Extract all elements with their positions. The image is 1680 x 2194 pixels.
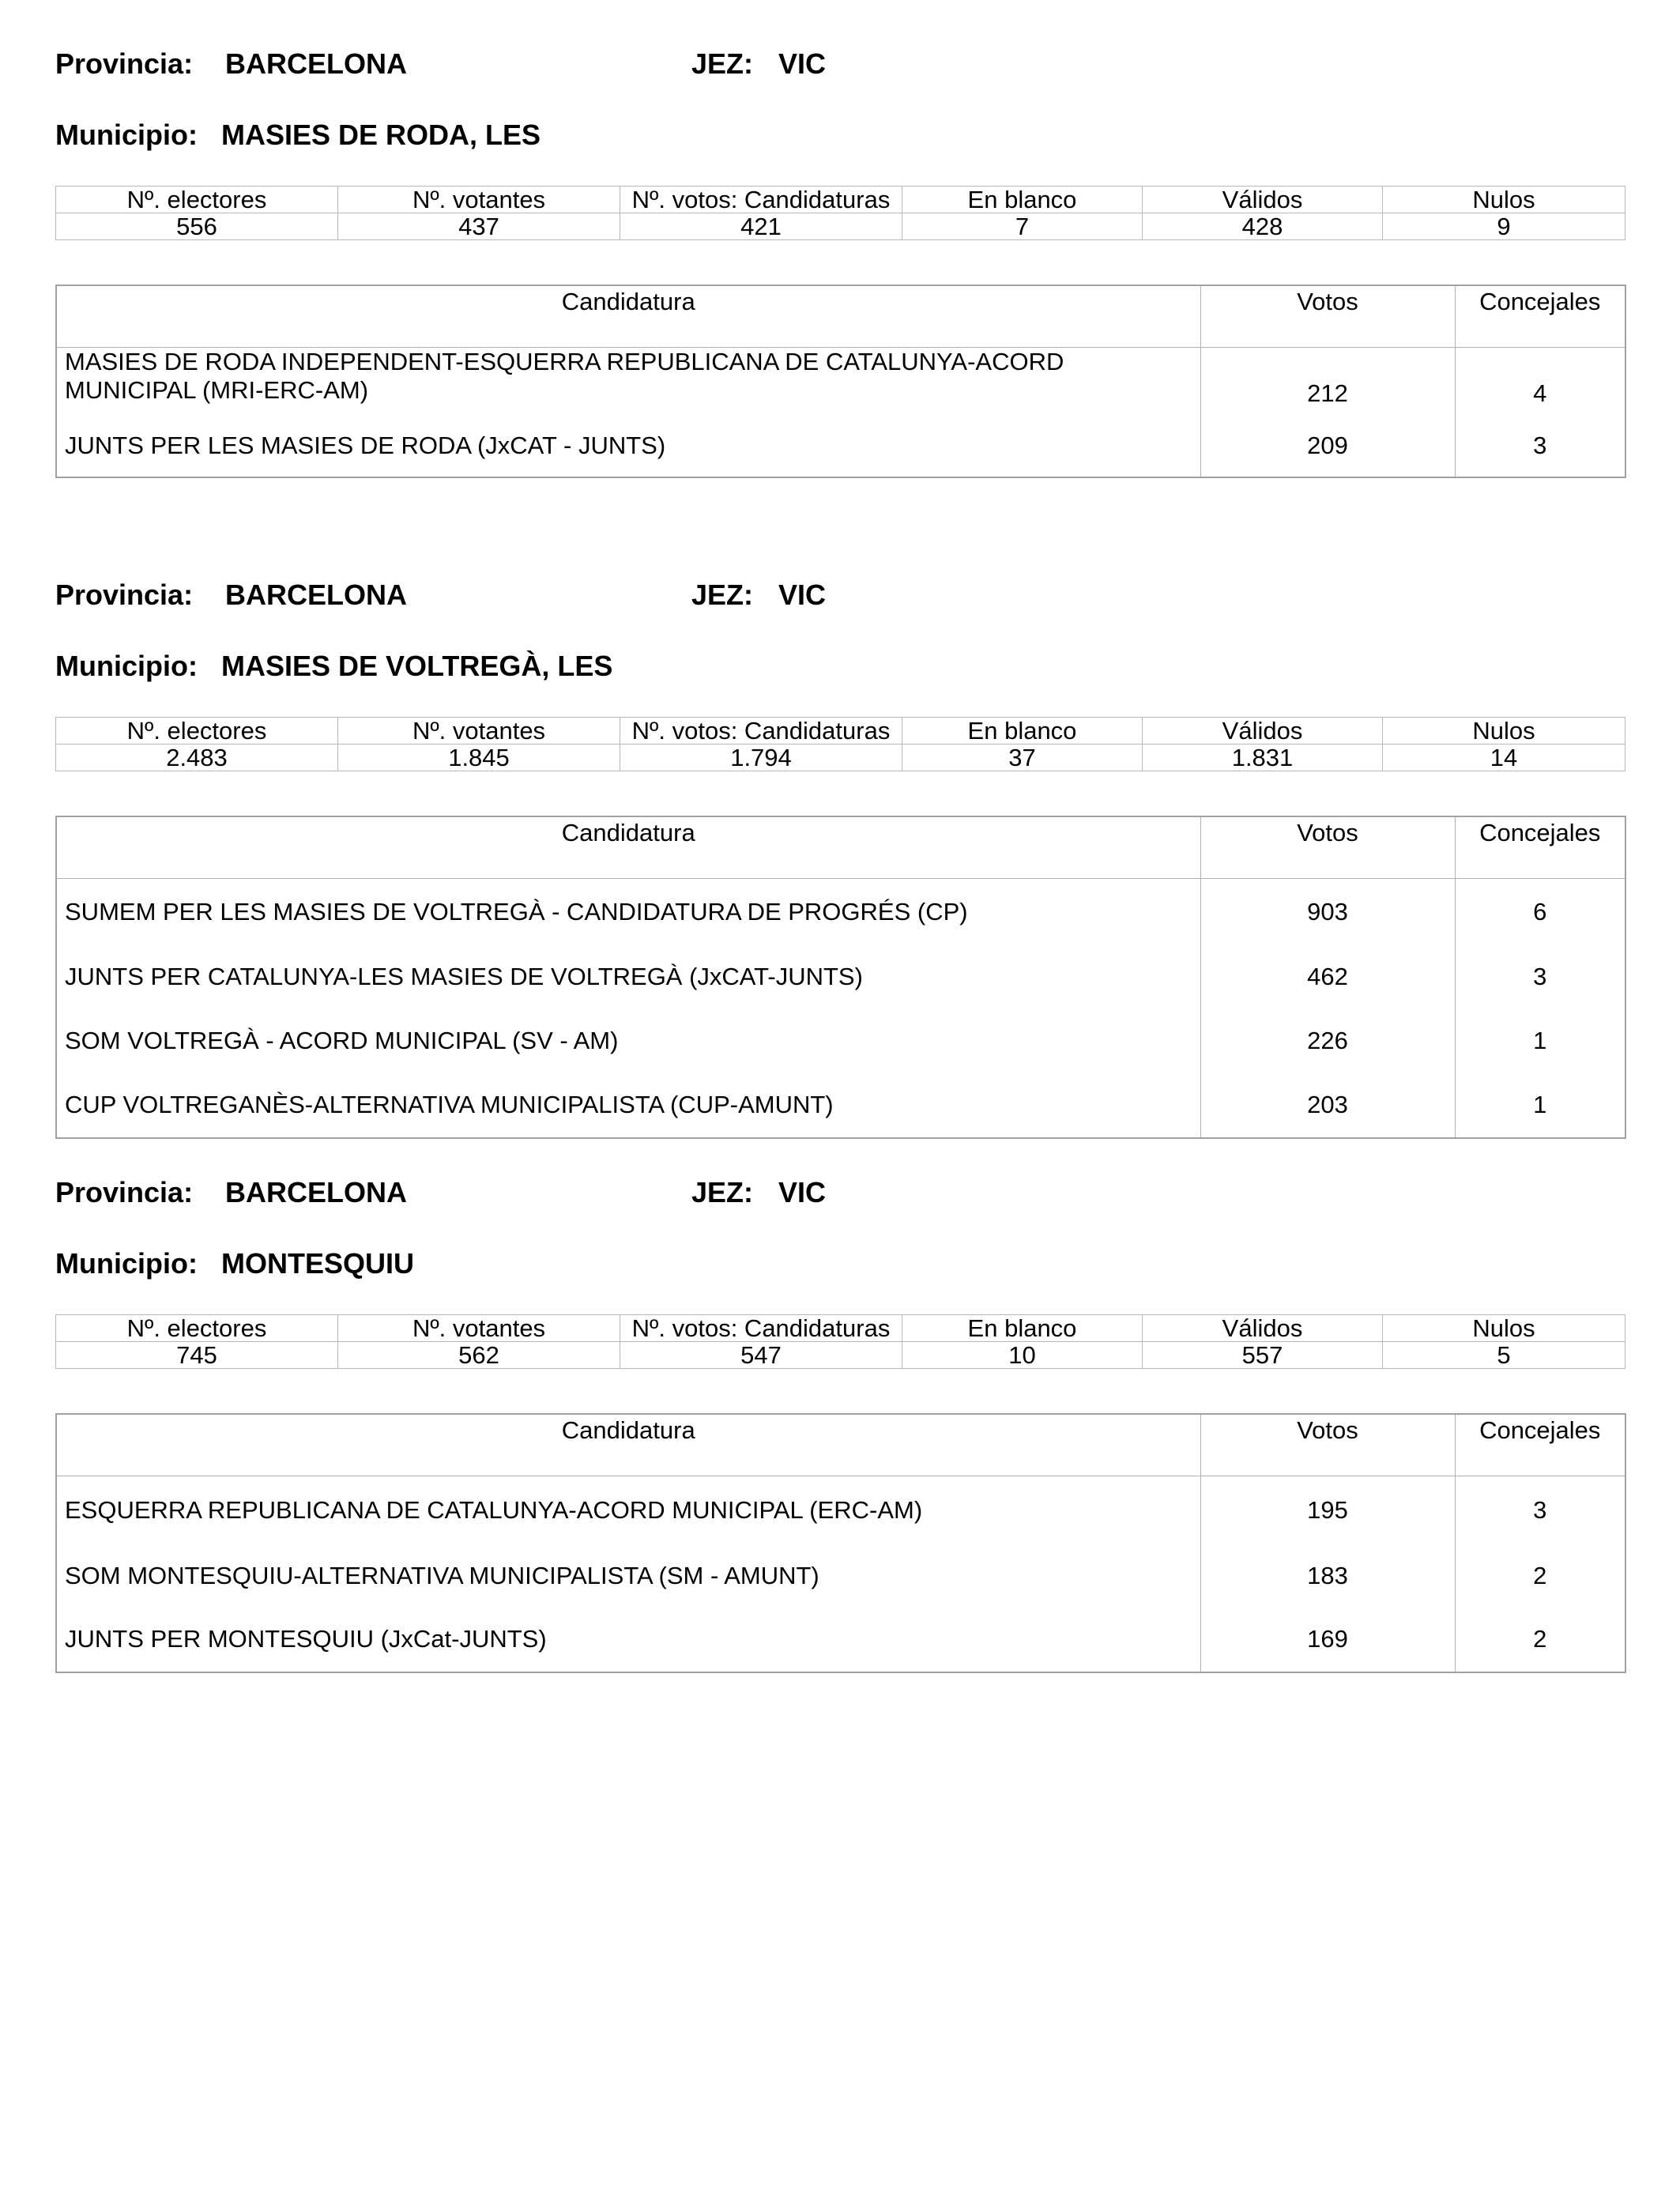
jez-label: JEZ:: [691, 579, 754, 611]
stats-header-cell: Nº. votantes: [338, 718, 620, 745]
candidatura-concejales: 2: [1455, 1608, 1625, 1672]
stats-value-cell: 9: [1383, 213, 1625, 240]
candidatura-name: JUNTS PER MONTESQUIU (JxCat-JUNTS): [56, 1608, 1200, 1672]
stats-header-cell: Válidos: [1143, 187, 1383, 213]
stats-header-cell: Nº. electores: [56, 1315, 338, 1342]
municipio-label: Municipio:: [55, 650, 198, 682]
stats-value-cell: 37: [902, 745, 1143, 771]
candidatura-row: [56, 1608, 1625, 1672]
candidatura-votos: 195: [1200, 1476, 1455, 1544]
provincia-label: Provincia:: [55, 579, 194, 611]
provincia-value: BARCELONA: [225, 47, 407, 80]
stats-value-cell: 556: [56, 213, 338, 240]
stats-header-cell: En blanco: [902, 718, 1143, 745]
candidatura-concejales: 3: [1455, 945, 1625, 1008]
candidatura-votos: 903: [1200, 879, 1455, 945]
jez-value: VIC: [778, 579, 827, 611]
stats-value-cell: 1.831: [1143, 745, 1383, 771]
concejales-header: Concejales: [1455, 816, 1625, 879]
stats-header-cell: Nº. votos: Candidaturas: [620, 718, 902, 745]
votos-header: Votos: [1200, 285, 1455, 348]
stats-header-row: [56, 1315, 1625, 1342]
stats-value-row: [56, 213, 1625, 240]
candidatura-name: SOM VOLTREGÀ - ACORD MUNICIPAL (SV - AM): [56, 1008, 1200, 1073]
candidatura-concejales: 3: [1455, 416, 1625, 477]
candidatura-name: ESQUERRA REPUBLICANA DE CATALUNYA-ACORD MUNICIPAL (ERC-AM): [56, 1476, 1200, 1544]
candidatura-concejales: 1: [1455, 1008, 1625, 1073]
candidatura-name: SUMEM PER LES MASIES DE VOLTREGÀ - CANDIDATURA DE PROGRÉS (CP): [56, 879, 1200, 945]
candidatura-name: CUP VOLTREGANÈS-ALTERNATIVA MUNICIPALISTA (CUP-AMUNT): [56, 1073, 1200, 1138]
candidatura-row: [56, 879, 1625, 945]
candidatura-header: Candidatura: [56, 285, 1200, 348]
candidaturas-table: [55, 285, 1626, 478]
candidatura-row: [56, 1008, 1625, 1073]
candidaturas-header-row: [56, 1414, 1625, 1476]
provincia-label: Provincia:: [55, 1176, 194, 1208]
candidatura-votos: 169: [1200, 1608, 1455, 1672]
stats-header-cell: Válidos: [1143, 1315, 1383, 1342]
stats-header-cell: En blanco: [902, 187, 1143, 213]
stats-table: [55, 717, 1625, 771]
stats-value-cell: 1.845: [338, 745, 620, 771]
candidatura-concejales: 4: [1455, 348, 1625, 416]
stats-value-cell: 1.794: [620, 745, 902, 771]
candidaturas-header-row: [56, 285, 1625, 348]
stats-table: [55, 1314, 1625, 1369]
candidaturas-header-row: [56, 816, 1625, 879]
stats-header-cell: Nº. votantes: [338, 1315, 620, 1342]
jez-value: VIC: [778, 47, 827, 80]
stats-value-row: [56, 745, 1625, 771]
candidatura-name: MASIES DE RODA INDEPENDENT-ESQUERRA REPUBLICANA DE CATALUNYA-ACORD MUNICIPAL (MRI-ERC-AM): [56, 348, 1200, 416]
candidatura-concejales: 6: [1455, 879, 1625, 945]
concejales-header: Concejales: [1455, 285, 1625, 348]
candidatura-header: Candidatura: [56, 816, 1200, 879]
provincia-value: BARCELONA: [225, 579, 407, 611]
candidatura-votos: 209: [1200, 416, 1455, 477]
votos-header: Votos: [1200, 816, 1455, 879]
stats-value-cell: 428: [1143, 213, 1383, 240]
candidatura-votos: 212: [1200, 348, 1455, 416]
jez-value: VIC: [778, 1176, 827, 1208]
stats-value-cell: 5: [1383, 1342, 1625, 1369]
candidatura-row: [56, 1544, 1625, 1608]
municipio-section: [55, 47, 1625, 490]
stats-header-cell: Nº. votos: Candidaturas: [620, 1315, 902, 1342]
stats-header-cell: Nº. votantes: [338, 187, 620, 213]
municipio-section: [55, 579, 1625, 1148]
provincia-value: BARCELONA: [225, 1176, 407, 1208]
candidatura-concejales: 1: [1455, 1073, 1625, 1138]
stats-value-cell: 557: [1143, 1342, 1383, 1369]
stats-header-cell: En blanco: [902, 1315, 1143, 1342]
candidatura-name: SOM MONTESQUIU-ALTERNATIVA MUNICIPALISTA (SM - AMUNT): [56, 1544, 1200, 1608]
stats-header-cell: Nº. electores: [56, 718, 338, 745]
municipio-label: Municipio:: [55, 1247, 198, 1280]
stats-header-cell: Válidos: [1143, 718, 1383, 745]
candidatura-row: [56, 1476, 1625, 1544]
candidatura-row: [56, 348, 1625, 416]
votos-header: Votos: [1200, 1414, 1455, 1476]
stats-value-cell: 437: [338, 213, 620, 240]
stats-header-cell: Nulos: [1383, 718, 1625, 745]
candidatura-name: JUNTS PER CATALUNYA-LES MASIES DE VOLTREGÀ (JxCAT-JUNTS): [56, 945, 1200, 1008]
municipio-value: MONTESQUIU: [221, 1247, 415, 1280]
stats-value-cell: 10: [902, 1342, 1143, 1369]
stats-value-cell: 745: [56, 1342, 338, 1369]
stats-value-cell: 7: [902, 213, 1143, 240]
stats-value-cell: 547: [620, 1342, 902, 1369]
stats-header-row: [56, 187, 1625, 213]
candidatura-votos: 203: [1200, 1073, 1455, 1138]
municipio-label: Municipio:: [55, 119, 198, 151]
jez-label: JEZ:: [691, 1176, 754, 1208]
municipio-value: MASIES DE RODA, LES: [221, 119, 541, 151]
concejales-header: Concejales: [1455, 1414, 1625, 1476]
candidatura-votos: 226: [1200, 1008, 1455, 1073]
stats-value-cell: 14: [1383, 745, 1625, 771]
jez-label: JEZ:: [691, 47, 754, 80]
candidatura-name: JUNTS PER LES MASIES DE RODA (JxCAT - JUNTS): [56, 416, 1200, 477]
stats-header-cell: Nº. votos: Candidaturas: [620, 187, 902, 213]
candidatura-votos: 183: [1200, 1544, 1455, 1608]
candidatura-concejales: 3: [1455, 1476, 1625, 1544]
stats-value-cell: 2.483: [56, 745, 338, 771]
candidaturas-table: [55, 1413, 1626, 1673]
stats-value-cell: 562: [338, 1342, 620, 1369]
candidatura-concejales: 2: [1455, 1544, 1625, 1608]
candidatura-votos: 462: [1200, 945, 1455, 1008]
stats-header-cell: Nº. electores: [56, 187, 338, 213]
stats-value-row: [56, 1342, 1625, 1369]
stats-table: [55, 186, 1625, 240]
provincia-label: Provincia:: [55, 47, 194, 80]
candidaturas-table: [55, 816, 1626, 1139]
candidatura-row: [56, 945, 1625, 1008]
stats-header-row: [56, 718, 1625, 745]
stats-header-cell: Nulos: [1383, 187, 1625, 213]
municipio-section: [55, 1176, 1625, 1682]
stats-header-cell: Nulos: [1383, 1315, 1625, 1342]
candidatura-header: Candidatura: [56, 1414, 1200, 1476]
stats-value-cell: 421: [620, 213, 902, 240]
candidatura-row: [56, 1073, 1625, 1138]
candidatura-row: [56, 416, 1625, 477]
municipio-value: MASIES DE VOLTREGÀ, LES: [221, 650, 613, 682]
